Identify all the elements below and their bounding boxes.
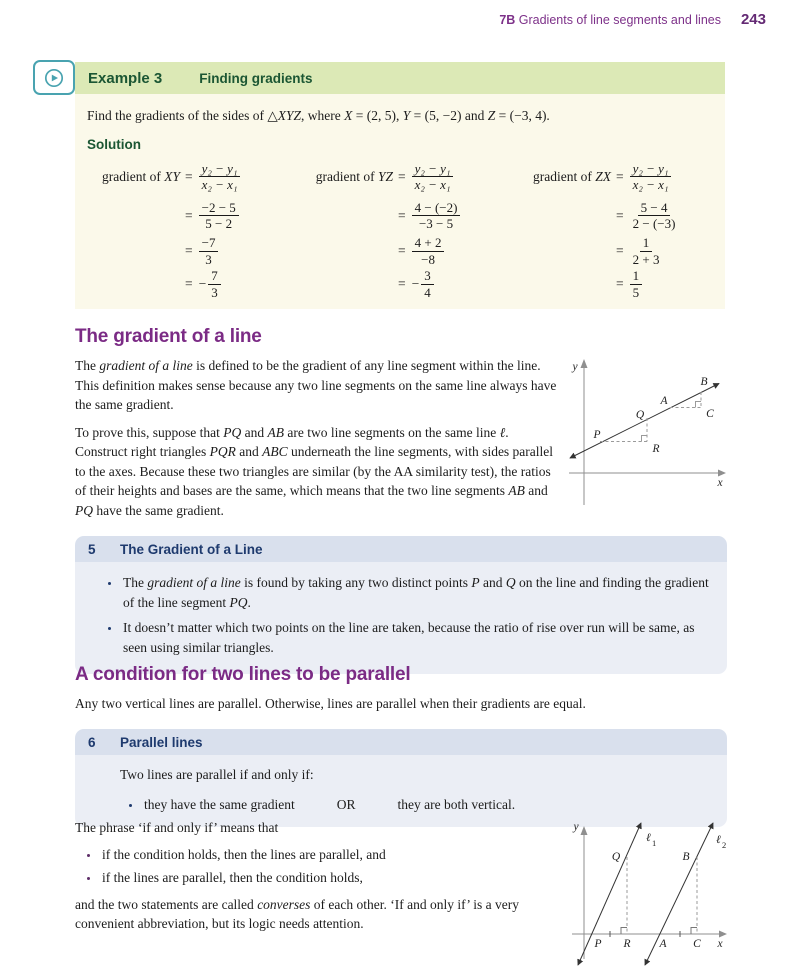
fraction: $\frac{\text{y₂ − y₁}}{\text{x₂ − x₁}}$ <box>199 161 241 193</box>
equation-row <box>300 196 518 235</box>
point-label-a: A <box>660 395 668 407</box>
x-axis-arrow-icon <box>718 470 726 477</box>
equation-row <box>300 157 518 196</box>
gradient-working-zx <box>518 157 678 301</box>
equation-row <box>300 235 518 267</box>
equation-row <box>87 196 300 235</box>
axis-label-y: y <box>572 361 578 373</box>
chapter-title: Gradients of line segments and lines <box>515 13 721 27</box>
fraction: $\frac{7}{3}$ <box>208 268 221 300</box>
point-label-p: P <box>593 429 601 441</box>
line-label-l1-sub: 1 <box>652 838 657 848</box>
equation-row <box>518 196 678 235</box>
x-axis-arrow-icon <box>719 931 727 938</box>
example-label: Example 3 <box>88 69 163 87</box>
minus-sign: − <box>198 276 207 291</box>
concept-box-header <box>75 729 727 755</box>
section-parallel-condition <box>75 664 715 714</box>
bullet-item: • if the condition holds, then the lines are parallel, and <box>100 845 564 865</box>
point-label-p: P <box>594 938 602 950</box>
concept-intro: Two lines are parallel if and only if: <box>120 767 314 782</box>
condition-left: they have the same gradient <box>144 797 295 812</box>
right-angle-mark <box>696 402 702 408</box>
concept-box-number: 6 <box>88 734 96 750</box>
bullet-item: • The gradient of a line is found by taking any two distinct points P and Q on the line and finding the gradient of the line segment PQ. <box>121 573 715 613</box>
fraction: $\frac{1}{5}$ <box>630 268 643 300</box>
running-head-title <box>499 13 721 27</box>
point-label-c: C <box>706 408 714 420</box>
iff-explanation <box>75 818 564 934</box>
chapter-code: 7B <box>499 13 516 27</box>
concept-box-number: 5 <box>88 541 96 557</box>
example-problem-text: Find the gradients of the sides of △XYZ, where X = (2, 5), Y = (5, −2) and Z = (−3, 4). <box>87 108 550 123</box>
point-label-c: C <box>693 938 701 950</box>
fraction: $\frac{-2 - 5}{5 - 2}$ <box>199 200 239 232</box>
example-header <box>75 62 725 94</box>
section-heading: The gradient of a line <box>75 326 262 347</box>
section-heading: A condition for two lines to be parallel <box>75 664 411 685</box>
y-axis-arrow-icon <box>581 359 588 368</box>
equation-label: gradient of YZ <box>315 168 393 184</box>
equals-sign: = <box>616 168 624 184</box>
condition-right: they are both vertical. <box>397 797 516 812</box>
running-head <box>499 11 766 28</box>
equals-sign: = <box>398 207 406 223</box>
bullet-item: • It doesn’t matter which two points on the line are taken, because the ratio of rise over run will be same, as seen using similar triangles. <box>121 618 715 658</box>
solution-label: Solution <box>87 137 141 152</box>
fraction: $\frac{4 + 2}{-8}$ <box>412 235 445 267</box>
equation-row <box>300 267 518 301</box>
line-label-l1: ℓ <box>646 832 651 844</box>
right-angle-mark <box>691 928 697 935</box>
concept-box-5 <box>75 536 727 674</box>
right-angle-mark <box>621 928 627 935</box>
concept-box-body <box>75 562 727 674</box>
line-l1 <box>578 823 641 965</box>
point-label-b: B <box>700 376 708 388</box>
equals-sign: = <box>398 243 406 258</box>
point-label-r: R <box>652 443 660 455</box>
equation-row <box>87 157 300 196</box>
fraction: $\frac{5 - 4}{2 - (-3)}$ <box>632 199 676 231</box>
or-connector: OR <box>336 797 356 812</box>
gradient-working <box>87 157 709 301</box>
example-box <box>75 62 725 309</box>
concept-box-header <box>75 536 727 562</box>
example-subtitle: Finding gradients <box>199 70 313 86</box>
point-label-r: R <box>623 938 631 950</box>
fraction: $\frac{3}{4}$ <box>421 268 434 300</box>
equals-sign: = <box>616 207 624 223</box>
equals-sign: = <box>616 276 624 291</box>
equation-row <box>518 235 678 267</box>
point-label-a: A <box>659 938 667 950</box>
point-label-q: Q <box>635 409 645 421</box>
concept-box-title: The Gradient of a Line <box>120 541 263 557</box>
bullet-item: • if the lines are parallel, then the condition holds, <box>100 868 564 888</box>
axis-label-y: y <box>573 821 579 833</box>
point-label-q: Q <box>611 851 621 863</box>
equals-sign: = <box>398 168 406 184</box>
point-label-b: B <box>682 851 690 863</box>
gradient-working-xy <box>87 157 300 301</box>
line-through-pqab <box>570 384 719 459</box>
bullet-list <box>75 845 564 888</box>
right-angle-mark <box>642 436 648 442</box>
equals-sign: = <box>185 243 193 258</box>
paragraph: The phrase ‘if and only if’ means that <box>75 820 279 835</box>
equation-row <box>518 157 678 196</box>
equals-sign: = <box>616 243 624 258</box>
equals-sign: = <box>185 276 193 291</box>
fraction: $\frac{\text{y₂ − y₁}}{\text{x₂ − x₁}}$ <box>630 161 672 193</box>
line-label-l2-sub: 2 <box>722 840 727 850</box>
equals-sign: = <box>185 168 193 184</box>
equation-row <box>87 267 300 301</box>
parallel-lines-diagram <box>552 810 742 969</box>
paragraph: To prove this, suppose that PQ and AB are two line segments on the same line ℓ. Construct right triangles PQR and ABC underneath the line segments, with sides parallel to the axes. Because these two triangles are similar (by the AA similarity test), the ratios of their heights and bases are the same, which means that the two line segments AB and PQ have the same gradient. <box>75 424 554 518</box>
paragraph: The gradient of a line is defined to be the gradient of any line segment within the line. This definition makes sense because any two line segments on the same line always have the same gradient. <box>75 358 557 412</box>
fraction: $\frac{1}{2 + 3}$ <box>632 235 660 267</box>
concept-box-title: Parallel lines <box>120 734 203 750</box>
page-number: 243 <box>740 11 766 28</box>
axis-label-x: x <box>717 477 723 489</box>
minus-sign: − <box>411 276 420 291</box>
axis-label-x: x <box>717 938 723 950</box>
paragraph: and the two statements are called converses of each other. ‘If and only if’ is a very convenient abbreviation, but its logic needs attention. <box>75 896 519 931</box>
fraction: $\frac{\text{y₂ − y₁}}{\text{x₂ − x₁}}$ <box>412 161 454 193</box>
example-body <box>75 94 725 309</box>
equals-sign: = <box>185 207 193 223</box>
video-play-button[interactable] <box>33 60 75 95</box>
equation-row <box>518 267 678 301</box>
y-axis-arrow-icon <box>581 826 588 835</box>
equation-label: gradient of ZX <box>533 168 611 184</box>
concept-bullet-list <box>75 573 715 658</box>
equals-sign: = <box>398 276 406 291</box>
fraction: $\frac{4 - (-2)}{-3 - 5}$ <box>412 200 461 232</box>
equation-row <box>87 235 300 267</box>
section-gradient-of-a-line <box>75 326 562 520</box>
equation-label: gradient of XY <box>102 168 180 184</box>
line-label-l2: ℓ <box>716 834 721 846</box>
gradient-working-yz <box>300 157 518 301</box>
paragraph: Any two vertical lines are parallel. Otherwise, lines are parallel when their gradients are equal. <box>75 696 586 711</box>
fraction: $\frac{-7}{3}$ <box>199 235 219 267</box>
play-circle-icon <box>42 66 66 90</box>
similar-triangles-diagram <box>552 342 742 522</box>
